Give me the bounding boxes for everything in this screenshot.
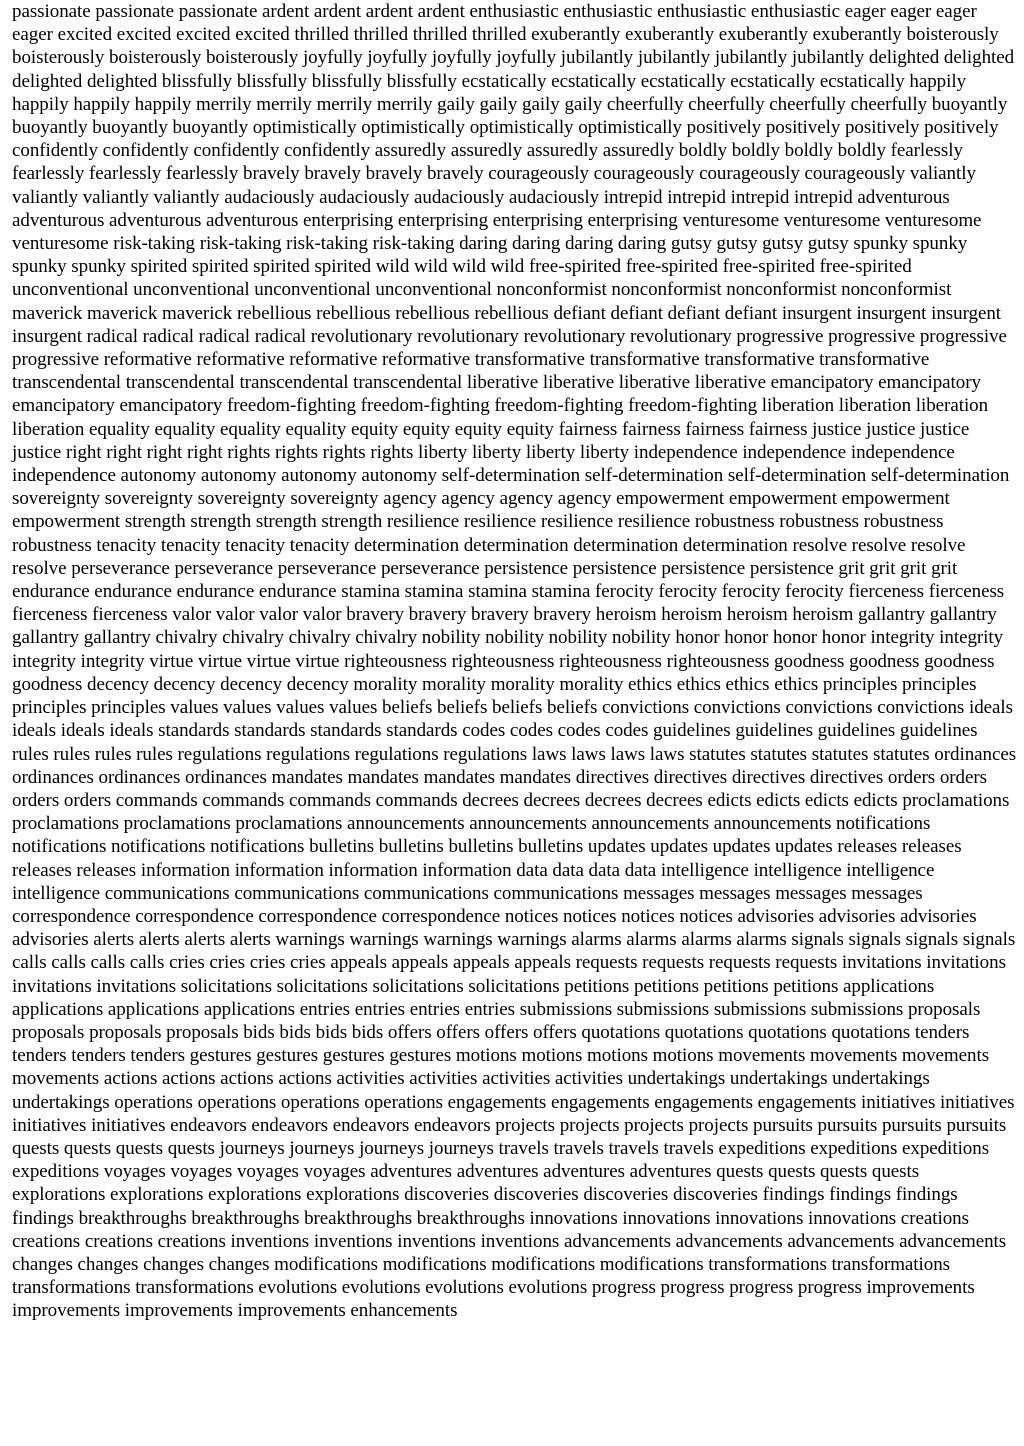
- document-body-text: passionate passionate passionate ardent ardent ardent ardent enthusiastic enthusiastic enthusiastic enthusiastic eager eager eager eager excited excited excited excited thrilled thrilled thrilled thrilled exuberantly exuberantly exuberantly exuberantly boisterously boisterously boisterously boisterously joyfully joyfully joyfully joyfully jubilantly jubilantly jubilantly jubilantly delighted delighted delighted delighted blissfully blissfully blissfully blissfully ecstatically ecstatically ecstatically ecstatically ecstatically happily happily happily happily merrily merrily merrily merrily gaily gaily gaily gaily cheerfully cheerfully cheerfully cheerfully buoyantly buoyantly buoyantly buoyantly optimistically optimistically optimistically optimistically positively positively positively positively confidently confidently confidently confidently assuredly assuredly assuredly assuredly boldly boldly boldly boldly fearlessly fearlessly fearlessly fearlessly bravely bravely bravely bravely courageously courageously courageously courageously valiantly valiantly valiantly valiantly audaciously audaciously audaciously audaciously intrepid intrepid intrepid intrepid adventurous adventurous adventurous adventurous enterprising enterprising enterprising enterprising venturesome venturesome venturesome venturesome risk-taking risk-taking risk-taking risk-taking daring daring daring daring gutsy gutsy gutsy gutsy spunky spunky spunky spunky spirited spirited spirited spirited wild wild wild wild free-spirited free-spirited free-spirited free-spirited unconventional unconventional unconventional unconventional nonconformist nonconformist nonconformist nonconformist maverick maverick maverick rebellious rebellious rebellious rebellious defiant defiant defiant defiant insurgent insurgent insurgent insurgent radical radical radical radical revolutionary revolutionary revolutionary revolutionary progressive progressive progressive progressive reformative reformative reformative reformative transformative transformative transformative transformative transcendental transcendental transcendental transcendental liberative liberative liberative liberative emancipatory emancipatory emancipatory emancipatory freedom-fighting freedom-fighting freedom-fighting freedom-fighting liberation liberation liberation liberation equality equality equality equality equity equity equity equity fairness fairness fairness fairness justice justice justice justice right right right right rights rights rights rights liberty liberty liberty liberty independence independence independence independence autonomy autonomy autonomy autonomy self-determination self-determination self-determination self-determination sovereignty sovereignty sovereignty sovereignty agency agency agency agency empowerment empowerment empowerment empowerment strength strength strength strength resilience resilience resilience resilience robustness robustness robustness robustness tenacity tenacity tenacity tenacity determination determination determination determination resolve resolve resolve resolve perseverance perseverance perseverance perseverance persistence persistence persistence persistence grit grit grit grit endurance endurance endurance endurance stamina stamina stamina stamina ferocity ferocity ferocity ferocity fierceness fierceness fierceness fierceness valor valor valor valor bravery bravery bravery bravery heroism heroism heroism heroism gallantry gallantry gallantry gallantry chivalry chivalry chivalry chivalry nobility nobility nobility nobility honor honor honor honor integrity integrity integrity integrity virtue virtue virtue virtue righteousness righteousness righteousness righteousness goodness goodness goodness goodness decency decency decency decency morality morality morality morality ethics ethics ethics ethics principles principles principles principles values values values values beliefs beliefs beliefs beliefs convictions convictions convictions convictions ideals ideals ideals ideals standards standards standards standards codes codes codes codes guidelines guidelines guidelines guidelines rules rules rules rules regulations regulations regulations regulations laws laws laws laws statutes statutes statutes statutes ordinances ordinances ordinances ordinances mandates mandates mandates mandates directives directives directives directives orders orders orders orders commands commands commands commands decrees decrees decrees decrees edicts edicts edicts edicts proclamations proclamations proclamations proclamations announcements announcements announcements announcements notifications notifications notifications notifications bulletins bulletins bulletins bulletins updates updates updates updates releases releases releases releases information information information information data data data data intelligence intelligence intelligence intelligence communications communications communications communications messages messages messages messages correspondence correspondence correspondence correspondence notices notices notices notices advisories advisories advisories advisories alerts alerts alerts alerts warnings warnings warnings warnings alarms alarms alarms alarms signals signals signals signals calls calls calls calls cries cries cries cries appeals appeals appeals appeals requests requests requests requests invitations invitations invitations invitations solicitations solicitations solicitations solicitations petitions petitions petitions petitions applications applications applications applications entries entries entries entries submissions submissions submissions submissions proposals proposals proposals proposals bids bids bids bids offers offers offers offers quotations quotations quotations quotations tenders tenders tenders tenders gestures gestures gestures gestures motions motions motions motions movements movements movements movements actions actions actions actions activities activities activities activities undertakings undertakings undertakings undertakings operations operations operations operations engagements engagements engagements engagements initiatives initiatives initiatives initiatives endeavors endeavors endeavors endeavors projects projects projects projects pursuits pursuits pursuits pursuits quests quests quests quests journeys journeys journeys journeys travels travels travels travels expeditions expeditions expeditions expeditions voyages voyages voyages voyages adventures adventures adventures adventures quests quests quests quests explorations explorations explorations explorations discoveries discoveries discoveries discoveries findings findings findings findings breakthroughs breakthroughs breakthroughs breakthroughs innovations innovations innovations innovations creations creations creations creations inventions inventions inventions inventions advancements advancements advancements advancements changes changes changes changes modifications modifications modifications modifications transformations transformations transformations transformations evolutions evolutions evolutions evolutions progress progress progress progress improvements improvements improvements improvements enhancements: [12, 1, 1017, 1322]
